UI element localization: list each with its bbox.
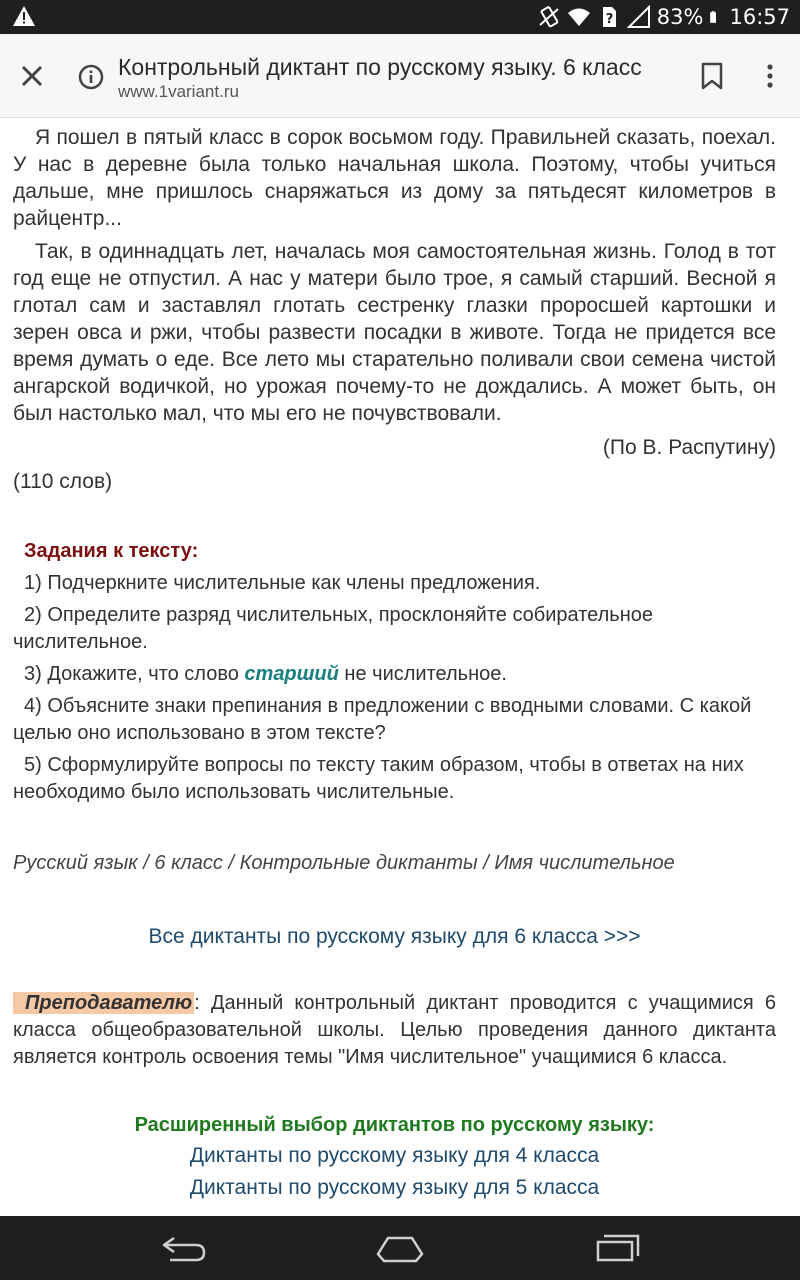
article-author: (По В. Распутину) [602,436,776,459]
task-item: 4) Объясните знаки препинания в предложении с вводными словами. С какой целью оно использовано в этом тексте? [13,695,752,744]
teacher-text: : Данный контрольный диктант проводится с учащимися 6 класса общеобразовательной школы. Целью проведения данного диктанта является контроль освоения темы "Имя числительное" учащимися 6 класса. [13,992,776,1068]
all-dictations-link[interactable]: Все диктанты по русскому языку для 6 класса >>> [148,925,641,948]
article-paragraph-2: Так, в одиннадцать лет, началась моя самостоятельная жизнь. Голод в тот год еще не отпустил. А нас у матери было трое, я самый старший. Весной я глотал сам и заставлял глотать сестренку глазки проросшей картошки и зерен овса и ржи, чтобы развести посадки в животе. Тогда не придется все время думать о еде. Все лето мы старательно поливали свои семена чистой ангарской водичкой, но урожая почему-то не дождались. А может быть, он был настолько мал, что мы его не почувствовали. [13,240,776,425]
navigation-bar [0,1216,800,1280]
extended-heading: Расширенный выбор диктантов по русскому языку: [134,1114,655,1136]
battery-icon [709,5,723,29]
task-item: 2) Определите разряд числительных, просклоняйте собирательное числительное. [13,604,654,653]
vibrate-icon [537,5,561,29]
sim-unknown-icon [597,5,621,29]
task-item: 5) Сформулируйте вопросы по тексту таким образом, чтобы в ответах на них необходимо было использовать числительные. [13,754,744,803]
custom-tab-toolbar [0,34,800,118]
warning-icon [12,5,36,27]
tasks-heading: Задания к тексту: [24,540,199,562]
page-title: Контрольный диктант по русскому языку. 6 класс [118,54,642,80]
task-keyword: старший [244,663,339,685]
article-paragraph-1: Я пошел в пятый класс в сорок восьмом году. Правильней сказать, поехал. У нас в деревне была только начальная школа. Поэтому, чтобы учиться дальше, мне пришлось снаряжаться из дому за пятьдесят километров в райцентр... [13,126,776,230]
word-count: (110 слов) [13,470,113,493]
wifi-icon [567,5,591,29]
teacher-label: Преподавателю [13,992,194,1014]
info-icon[interactable] [78,64,104,90]
more-vert-icon[interactable] [760,62,780,90]
back-icon[interactable] [160,1234,208,1264]
recent-apps-icon[interactable] [594,1232,642,1264]
page-content[interactable] [0,118,800,1216]
task-text: 3) Докажите, что слово [24,663,245,685]
dictation-link[interactable]: Диктанты по русскому языку для 4 класса [189,1144,600,1167]
clock: 16:57 [729,5,790,29]
status-bar [0,0,800,34]
bookmark-icon[interactable] [700,62,724,90]
svg-text:?: ? [605,12,614,27]
task-item [13,661,776,688]
dictation-link[interactable]: Диктанты по русскому языку для 5 класса [189,1176,600,1199]
battery-percent: 83% [656,5,704,29]
signal-icon [627,5,651,29]
task-text: не числительное. [338,663,507,685]
task-item: 1) Подчеркните числительные как члены предложения. [24,572,541,594]
page-url: www.1variant.ru [118,82,239,101]
teacher-note [13,990,776,1071]
close-icon[interactable] [18,62,46,90]
breadcrumb: Русский язык / 6 класс / Контрольные диктанты / Имя числительное [13,852,675,874]
home-icon[interactable] [376,1234,424,1264]
